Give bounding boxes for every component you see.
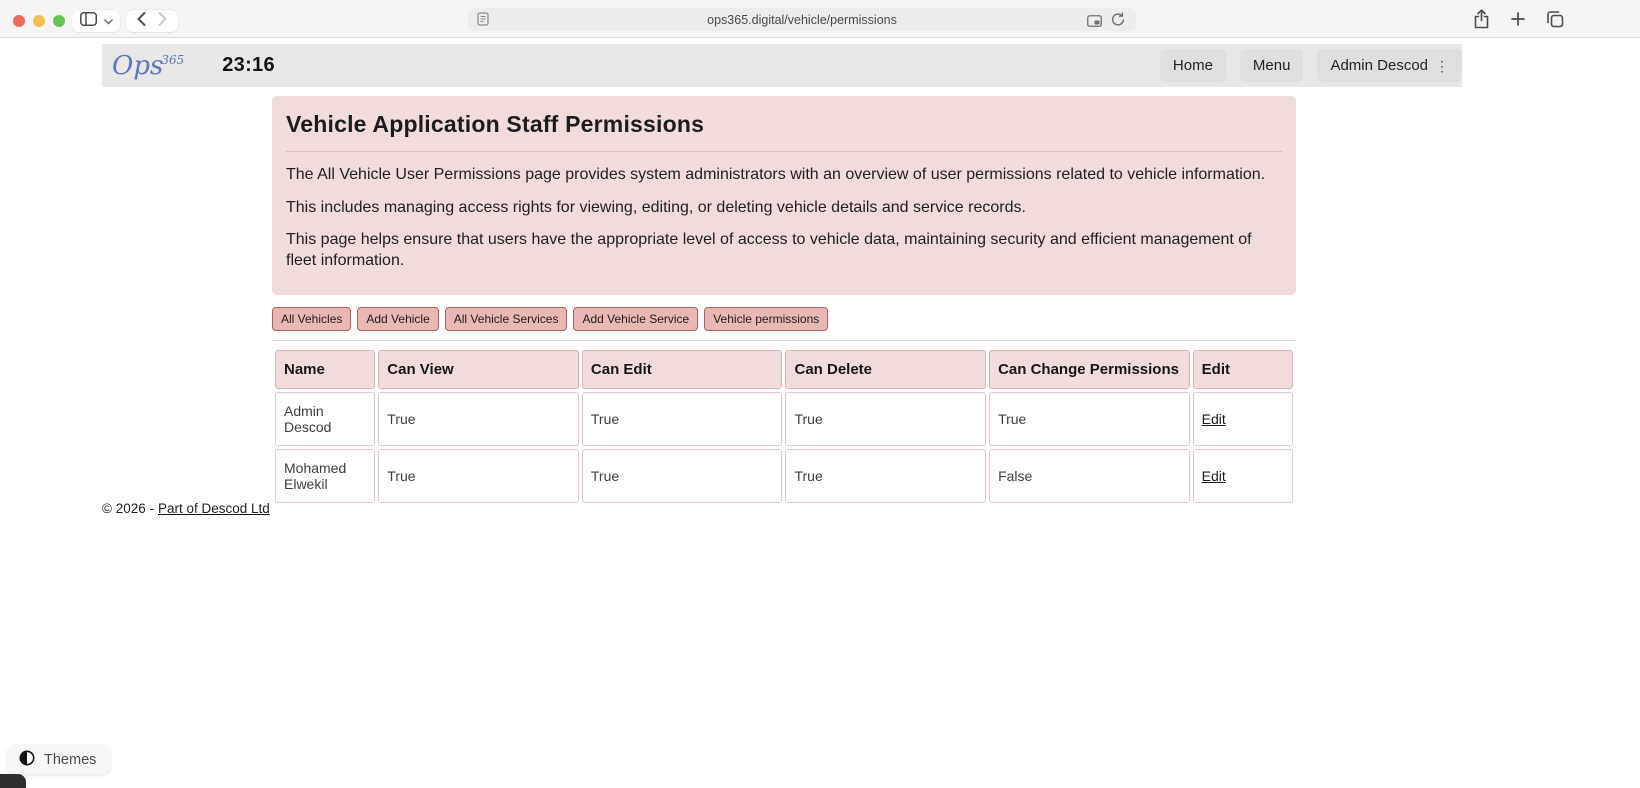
share-icon [1473, 9, 1490, 32]
corner-widget[interactable] [0, 774, 26, 788]
cell-can-change-permissions: False [989, 449, 1190, 503]
cell-can-edit: True [582, 449, 783, 503]
column-header-can-change-permissions: Can Change Permissions [989, 350, 1190, 389]
page-badge-icon[interactable] [1087, 14, 1102, 32]
header-nav [1160, 49, 1462, 82]
sidebar-toggle-button[interactable] [72, 10, 120, 32]
zoom-window-button[interactable] [53, 15, 65, 27]
cell-can-change-permissions: True [989, 392, 1190, 446]
intro-panel [272, 96, 1296, 295]
intro-paragraph: This page helps ensure that users have the appropriate level of access to vehicle data, maintaining security and efficient management of fleet information. [286, 231, 1252, 269]
page-footer [102, 501, 270, 516]
cell-can-view: True [378, 449, 579, 503]
copyright-text: © 2026 - [102, 501, 154, 516]
edit-link[interactable]: Edit [1201, 468, 1226, 484]
vehicle-permissions-button[interactable]: Vehicle permissions [704, 307, 828, 331]
contrast-icon [19, 750, 35, 769]
address-bar[interactable] [468, 8, 1136, 31]
table-row [275, 449, 1293, 503]
cell-can-delete: True [785, 449, 986, 503]
sidebar-icon [80, 12, 97, 31]
section-divider [272, 340, 1296, 341]
minimize-window-button[interactable] [33, 15, 45, 27]
cell-can-delete: True [785, 392, 986, 446]
back-button[interactable] [137, 12, 146, 31]
url-text: ops365.digital/vehicle/permissions [707, 12, 897, 27]
cell-can-edit: True [582, 392, 783, 446]
column-header-edit: Edit [1193, 350, 1293, 389]
column-header-can-delete: Can Delete [785, 350, 986, 389]
nav-menu-button[interactable]: Menu [1240, 49, 1304, 82]
column-header-can-view: Can View [378, 350, 579, 389]
cell-name: Admin Descod [275, 392, 375, 446]
edit-link[interactable]: Edit [1201, 411, 1226, 427]
cell-can-view: True [378, 392, 579, 446]
add-vehicle-button[interactable]: Add Vehicle [357, 307, 438, 331]
action-button-row [272, 307, 828, 331]
forward-button[interactable] [158, 12, 167, 31]
header-clock: 23:16 [222, 54, 275, 76]
history-nav [126, 10, 178, 32]
browser-chrome [0, 0, 1640, 38]
share-button[interactable] [1473, 9, 1490, 32]
cell-edit [1193, 392, 1293, 446]
close-window-button[interactable] [13, 15, 25, 27]
page-title: Vehicle Application Staff Permissions [286, 111, 705, 137]
tabs-icon [1546, 10, 1564, 31]
nav-account-button[interactable]: Admin Descod ⋮ [1317, 49, 1462, 82]
ops365-logo[interactable]: Ops$^{365}$ [112, 50, 185, 81]
column-header-name: Name [275, 350, 375, 389]
permissions-table [272, 347, 1296, 506]
kebab-menu-icon: ⋮ [1435, 57, 1449, 74]
reload-icon[interactable] [1111, 12, 1125, 32]
add-vehicle-service-button[interactable]: Add Vehicle Service [573, 307, 698, 331]
nav-home-button[interactable]: Home [1160, 49, 1226, 82]
intro-paragraph: The All Vehicle User Permissions page provides system administrators with an overview of user permissions related to vehicle information. [286, 166, 1266, 183]
site-header [102, 44, 1462, 87]
themes-button[interactable] [8, 745, 110, 774]
table-row [275, 392, 1293, 446]
descod-link[interactable]: Part of Descod Ltd [157, 501, 270, 516]
table-header-row [275, 350, 1293, 389]
tab-overview-button[interactable] [1546, 10, 1564, 31]
all-vehicle-services-button[interactable]: All Vehicle Services [445, 307, 568, 331]
plus-icon [1510, 11, 1526, 30]
chevron-down-icon [104, 12, 113, 30]
themes-label: Themes [44, 751, 97, 768]
window-controls [13, 15, 65, 27]
cell-name: Mohamed Elwekil [275, 449, 375, 503]
title-divider [286, 151, 1282, 152]
chrome-toolbar-right [1473, 9, 1564, 32]
column-header-can-edit: Can Edit [582, 350, 783, 389]
intro-paragraph: This includes managing access rights for viewing, editing, or deleting vehicle details and service records. [286, 198, 1026, 216]
cell-edit [1193, 449, 1293, 503]
new-tab-button[interactable] [1510, 11, 1526, 30]
all-vehicles-button[interactable]: All Vehicles [272, 307, 351, 331]
